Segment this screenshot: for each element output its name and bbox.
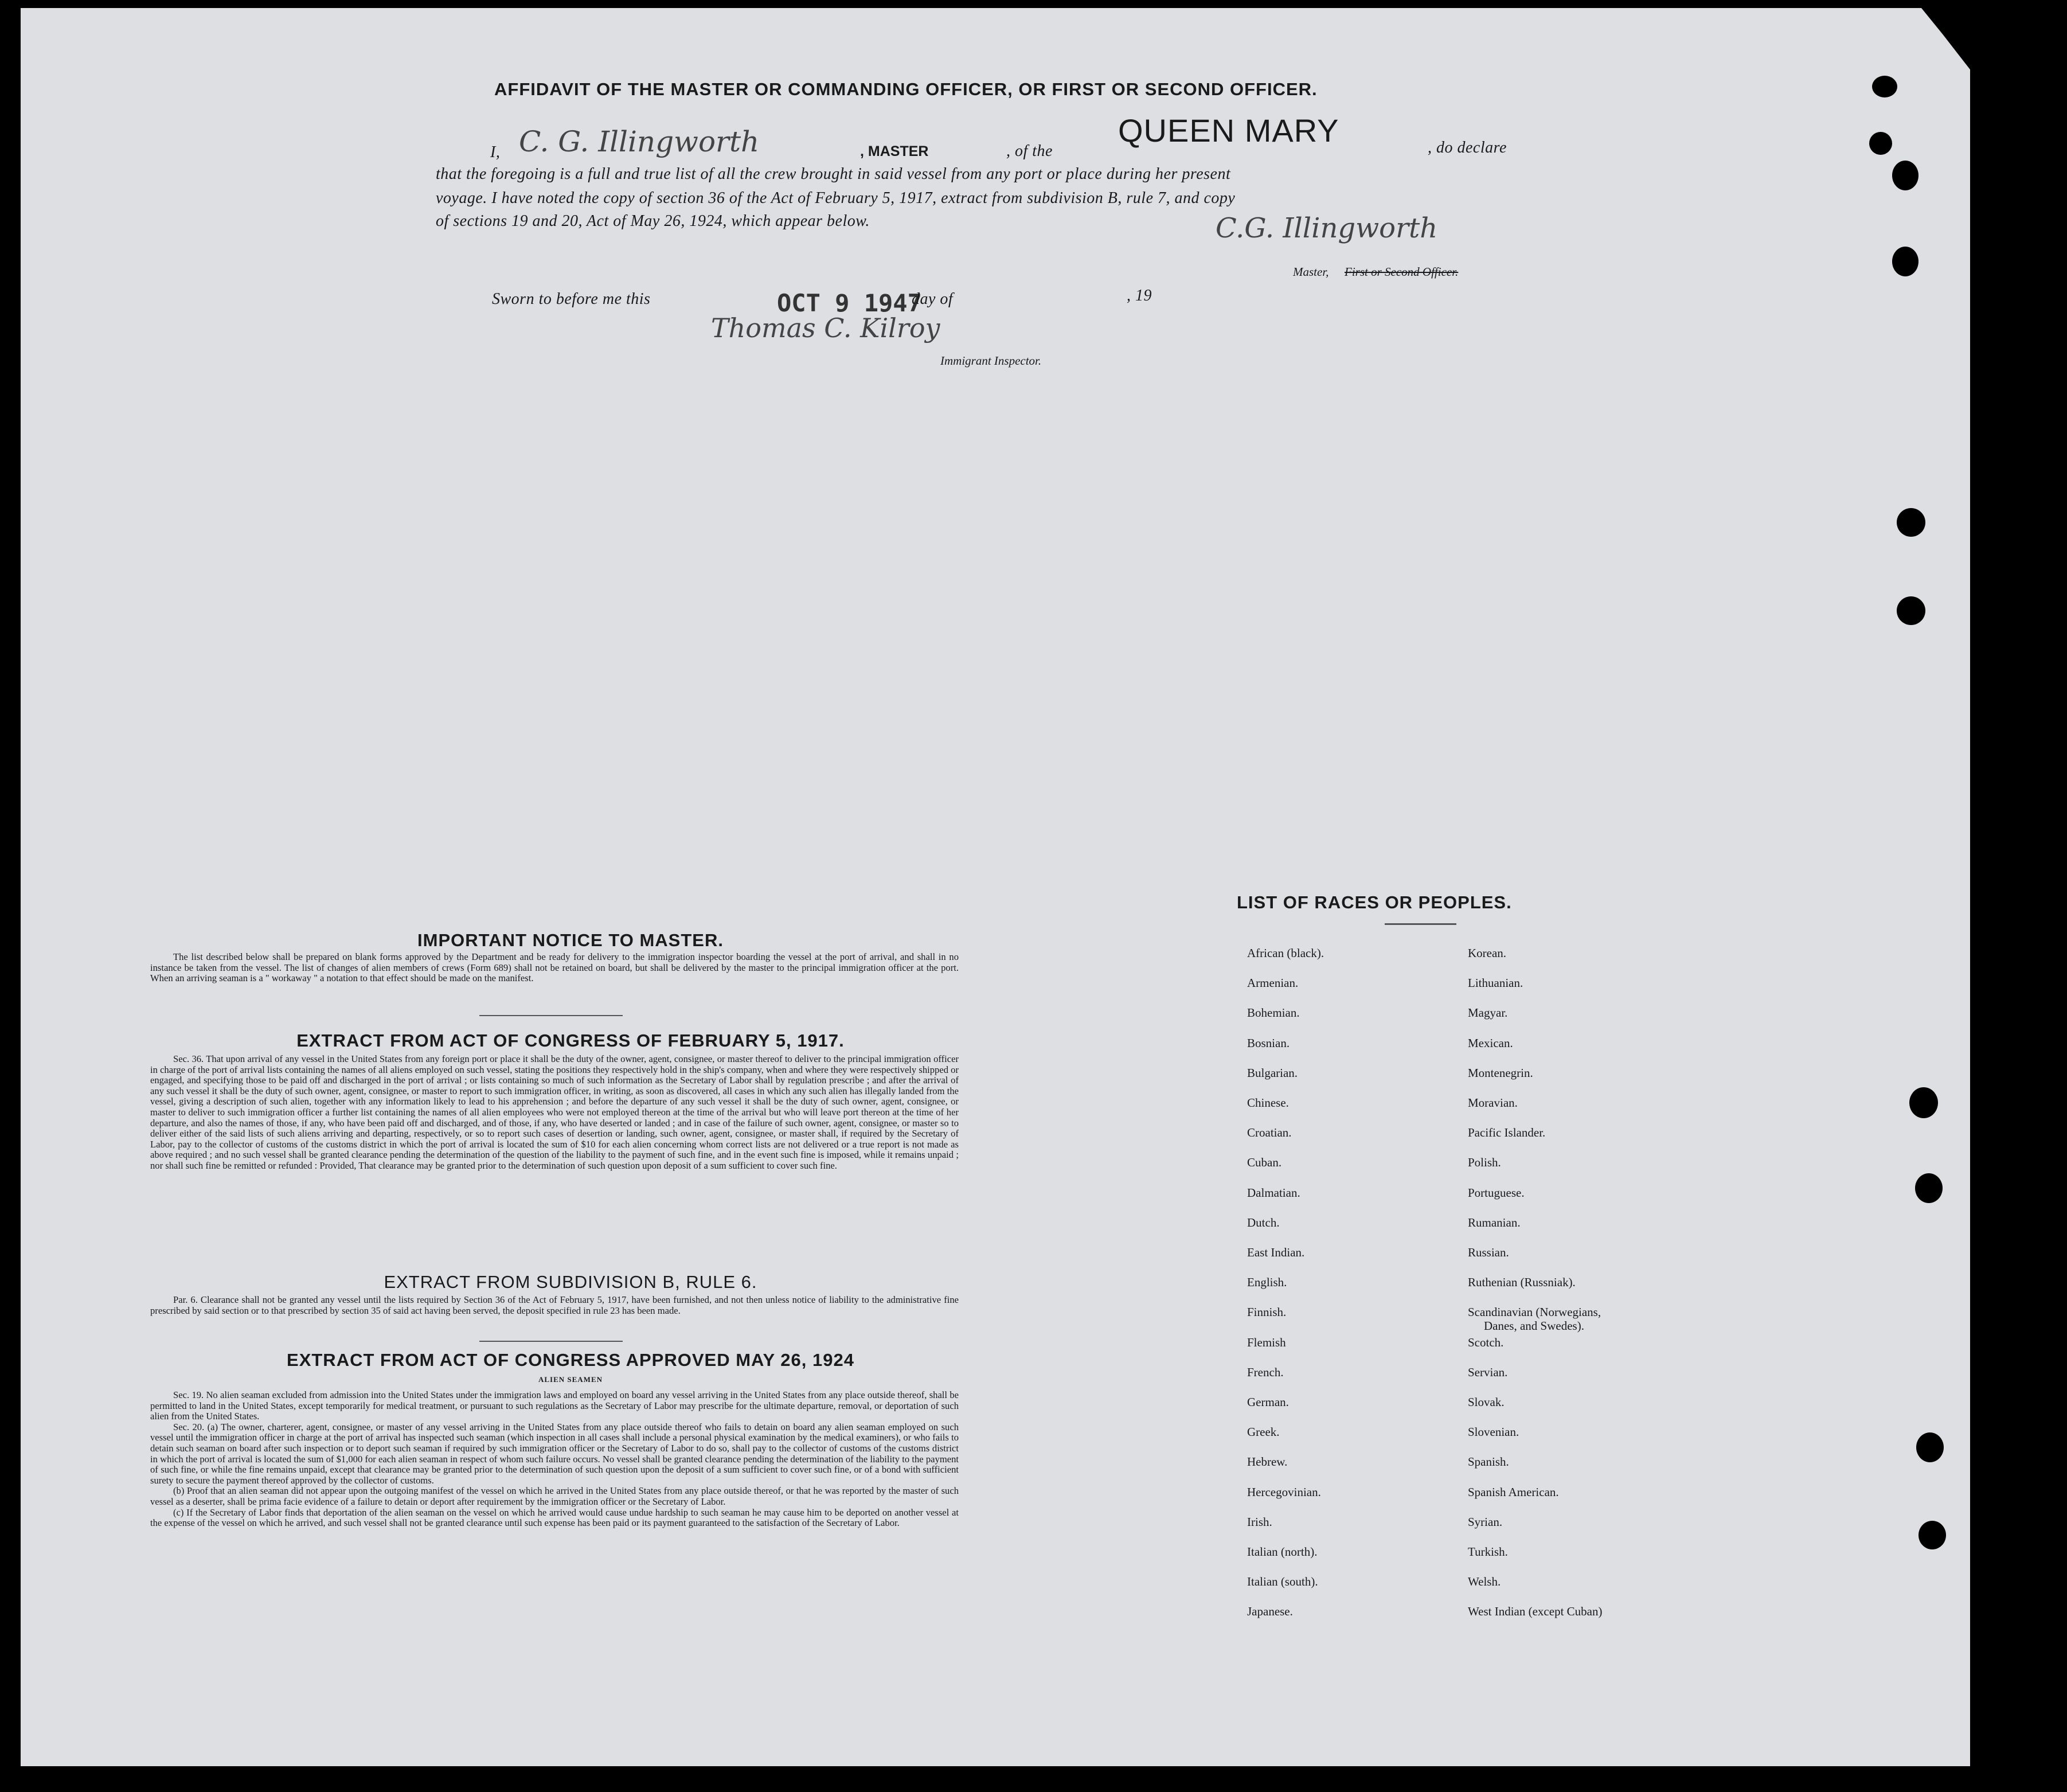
race-item: French. xyxy=(1247,1365,1284,1379)
divider xyxy=(479,1341,623,1342)
race-item: Bohemian. xyxy=(1247,1006,1300,1020)
race-item: Hebrew. xyxy=(1247,1455,1288,1469)
race-item: Bosnian. xyxy=(1247,1036,1290,1050)
race-item: Spanish American. xyxy=(1468,1485,1559,1499)
sworn-text: Sworn to before me this xyxy=(492,290,651,308)
race-item: Croatian. xyxy=(1247,1126,1292,1139)
race-item: Montenegrin. xyxy=(1468,1066,1533,1080)
races-title: LIST OF RACES OR PEOPLES. xyxy=(1237,892,1512,912)
race-item: Mexican. xyxy=(1468,1036,1513,1050)
signature-caption-struck: First or Second Officer. xyxy=(1345,265,1459,279)
affidavit-title: AFFIDAVIT OF THE MASTER OR COMMANDING OFFICER, OR FIRST OR SECOND OFFICER. xyxy=(494,79,1318,99)
race-item: Scandinavian (Norwegians, xyxy=(1468,1305,1601,1319)
race-item: East Indian. xyxy=(1247,1246,1305,1259)
race-item: Pacific Islander. xyxy=(1468,1126,1546,1139)
do-declare-label: , do declare xyxy=(1428,139,1507,157)
punch-hole xyxy=(1869,132,1892,155)
extract-1917-title: EXTRACT FROM ACT OF CONGRESS OF FEBRUARY 5, 1917. xyxy=(296,1030,845,1051)
race-item: Hercegovinian. xyxy=(1247,1485,1321,1499)
race-item: Portuguese. xyxy=(1468,1186,1525,1200)
sec-20b: (b) Proof that an alien seaman did not appear upon the outgoing manifest of the vessel on which he arrived in the United States from any place outside thereof, or that he was reported by the master of such vessel as a deserter, shall be prima facie evidence of a failure to detain or deport after requirement by the immigration officer or the Secretary of Labor. xyxy=(150,1485,959,1507)
race-item: Bulgarian. xyxy=(1247,1066,1298,1080)
race-item: Ruthenian (Russniak). xyxy=(1468,1275,1576,1289)
race-item: Japanese. xyxy=(1247,1604,1293,1618)
race-item: Slovenian. xyxy=(1468,1425,1519,1439)
race-item: Slovak. xyxy=(1468,1395,1505,1409)
race-item: Italian (south). xyxy=(1247,1575,1318,1588)
race-item: German. xyxy=(1247,1395,1289,1409)
inspector-signature: Thomas C. Kilroy xyxy=(711,313,940,343)
declaration-line-4: of sections 19 and 20, Act of May 26, 1924, which appear below. xyxy=(436,212,870,230)
subdivision-body: Par. 6. Clearance shall not be granted any vessel until the lists required by Section 36 of the Act of February 5, 1917, have been furnished, and not then unless notice of liability to the administrative fine prescribed by said section or to that prescribed by section 35 of said act having been served, the deposit specified in rule 23 has been made. xyxy=(150,1294,959,1316)
date-stamp: OCT 9 1947 xyxy=(777,289,922,317)
notice-title: IMPORTANT NOTICE TO MASTER. xyxy=(417,930,724,950)
race-item: Welsh. xyxy=(1468,1575,1501,1588)
punch-hole xyxy=(1915,1173,1943,1203)
sec-19: Sec. 19. No alien seaman excluded from admission into the United States under the immigration laws and employed on board any vessel arriving in the United States from any place outside thereof, shall be permitted to land in the United States, except temporarily for medical treatment, or pursuant to such regulations as the Secretary of Labor may prescribe for the ultimate departure, removal, or deportation of such alien from the United States. xyxy=(150,1389,959,1422)
race-item: Moravian. xyxy=(1468,1096,1518,1110)
punch-hole xyxy=(1909,1087,1938,1118)
race-item: African (black). xyxy=(1247,946,1324,960)
alien-seamen-subtitle: ALIEN SEAMEN xyxy=(538,1375,603,1384)
divider xyxy=(479,1015,623,1016)
day-of-label: day of xyxy=(912,290,954,308)
race-item: Italian (north). xyxy=(1247,1545,1318,1559)
race-item: Dutch. xyxy=(1247,1216,1280,1229)
race-item: Syrian. xyxy=(1468,1515,1503,1529)
extract-1917-body: Sec. 36. That upon arrival of any vessel in the United States from any foreign port or place it shall be the duty of the owner, agent, consignee, or master thereof to deliver to the principal immigration officer in charge of the port of arrival lists containing the names of all aliens employed on such vessel, stating the positions they respectively hold in the ship's company, when and where they were respectively shipped or engaged, and specifying those to be paid off and discharged in the port of arrival ; or lists containing so much of such information as the Secretary of Labor shall by regulation prescribe ; and after the arrival of any such vessel it shall be the duty of such owner, agent, consignee, or master to report to such immigration officer, in writing, as soon as discovered, all cases in which any such alien has illegally landed from the vessel, giving a description of such alien, together with any information likely to lead to his apprehension ; and before the departure of any such vessel it shall be the duty of such owner, agent, consignee, or master to deliver to such immigration officer a further list containing the names of all alien employees who were not employed thereon at the time of the arrival but who will leave port thereon at the time of her departure, and also the names of those, if any, who have been paid off and discharged, and of those, if any, who have deserted or landed ; and in case of the failure of such owner, agent, consignee, or master so to deliver either of the said lists of such aliens arriving and departing, respectively, or so to report such cases of desertion or landing, such owner, agent, consignee, or master shall, if required by the Secretary of Labor, pay to the collector of customs of the customs district in which the port of arrival is located the sum of $10 for each alien concerning whom correct lists are not delivered or a true report is not made as above required ; and no such vessel shall be granted clearance pending the determination of the question of the liability to the payment of such fine, and in the event such fine is imposed, while it remains unpaid ; nor shall such fine be remitted or refunded : Provided, That clearance may be granted prior to the determination of such question upon deposit of a sum sufficient to cover such fine. xyxy=(150,1053,959,1171)
race-item: Servian. xyxy=(1468,1365,1508,1379)
race-item: Polish. xyxy=(1468,1155,1501,1169)
punch-hole xyxy=(1892,161,1918,190)
race-item: Rumanian. xyxy=(1468,1216,1521,1229)
punch-hole xyxy=(1872,76,1897,97)
race-item: Dalmatian. xyxy=(1247,1186,1300,1200)
sec-20a: Sec. 20. (a) The owner, charterer, agent, consignee, or master of any vessel arriving in the United States from any place outside thereof who fails to detain on board any alien seaman employed on such vessel until the immigration officer in charge at the port of arrival has inspected such seaman (which inspection in all cases shall include a personal physical examination by the medical examiners), or who fails to detain such seaman on board after such inspection or to deport such seaman if required by such immigration officer or the Secretary of Labor to do so, shall pay to the collector of customs of the customs district in which the port of arrival is located the sum of $1,000 for each alien seaman in respect of whom such failure occurs. No vessel shall be granted clearance pending the determination of the liability to the payment of such fine, or while the fine remains unpaid, except that clearance may be granted prior to the determination of such question upon the deposit of a sum sufficient to cover such fine, or of a bond with sufficient surety to secure the payment thereof approved by the collector of customs. xyxy=(150,1421,959,1486)
race-item: Magyar. xyxy=(1468,1006,1508,1020)
punch-hole xyxy=(1897,508,1925,537)
master-signature: C.G. Illingworth xyxy=(1216,212,1438,244)
extract-1924-body xyxy=(150,1390,959,1529)
punch-hole xyxy=(1892,247,1918,276)
sec-20c: (c) If the Secretary of Labor finds that deportation of the alien seaman on the vessel on which he arrived would cause undue hardship to such seaman he may cause him to be deported on another vessel at the expense of the vessel on which he arrived, and such vessel shall not be granted clearance until such expense has been paid or its payment guaranteed to the satisfaction of the Secretary of Labor. xyxy=(150,1506,959,1529)
race-item: Danes, and Swedes). xyxy=(1484,1319,1584,1333)
race-item: English. xyxy=(1247,1275,1287,1289)
race-item: Turkish. xyxy=(1468,1545,1508,1559)
race-item: Korean. xyxy=(1468,946,1507,960)
punch-hole xyxy=(1918,1521,1946,1549)
extract-1924-title: EXTRACT FROM ACT OF CONGRESS APPROVED MAY 26, 1924 xyxy=(287,1350,854,1370)
divider xyxy=(1385,923,1456,925)
race-item: Greek. xyxy=(1247,1425,1280,1439)
master-label: , MASTER xyxy=(860,143,929,159)
vessel-name: QUEEN MARY xyxy=(1118,112,1339,149)
signature-caption-master: Master, xyxy=(1293,265,1329,279)
race-item: Spanish. xyxy=(1468,1455,1509,1469)
declaration-line-3: voyage. I have noted the copy of section 36 of the Act of February 5, 1917, extract from subdivision B, rule 7, and copy xyxy=(436,189,1236,207)
race-item: Russian. xyxy=(1468,1246,1509,1259)
race-item: Lithuanian. xyxy=(1468,976,1523,990)
race-item: Flemish xyxy=(1247,1336,1286,1349)
punch-hole xyxy=(1916,1432,1944,1462)
subdivision-title: EXTRACT FROM SUBDIVISION B, RULE 6. xyxy=(384,1272,757,1292)
race-item: Cuban. xyxy=(1247,1155,1282,1169)
punch-hole xyxy=(1897,596,1925,625)
race-item: Chinese. xyxy=(1247,1096,1289,1110)
inspector-caption: Immigrant Inspector. xyxy=(940,354,1042,368)
race-item: Scotch. xyxy=(1468,1336,1504,1349)
of-the-label: , of the xyxy=(1006,142,1053,160)
race-item: West Indian (except Cuban) xyxy=(1468,1604,1603,1618)
declaration-line-2: that the foregoing is a full and true list of all the crew brought in said vessel from any port or place during her present xyxy=(436,165,1231,183)
year-prefix: , 19 xyxy=(1127,287,1152,304)
race-item: Irish. xyxy=(1247,1515,1272,1529)
notice-body: The list described below shall be prepared on blank forms approved by the Department and be ready for delivery to the immigration inspector boarding the vessel at the port of arrival, and shall in no instance be taken from the vessel. The list of changes of alien members of crews (Form 689) shall not be retained on board, but shall be delivered by the master to the principal immigration officer at the port. When an arriving seaman is a " workaway " a notation to that effect should be made on the manifest. xyxy=(150,951,959,984)
declaration-prefix: I, xyxy=(490,143,501,161)
race-item: Armenian. xyxy=(1247,976,1299,990)
race-item: Finnish. xyxy=(1247,1305,1287,1319)
master-name-signature: C. G. Illingworth xyxy=(519,125,760,158)
